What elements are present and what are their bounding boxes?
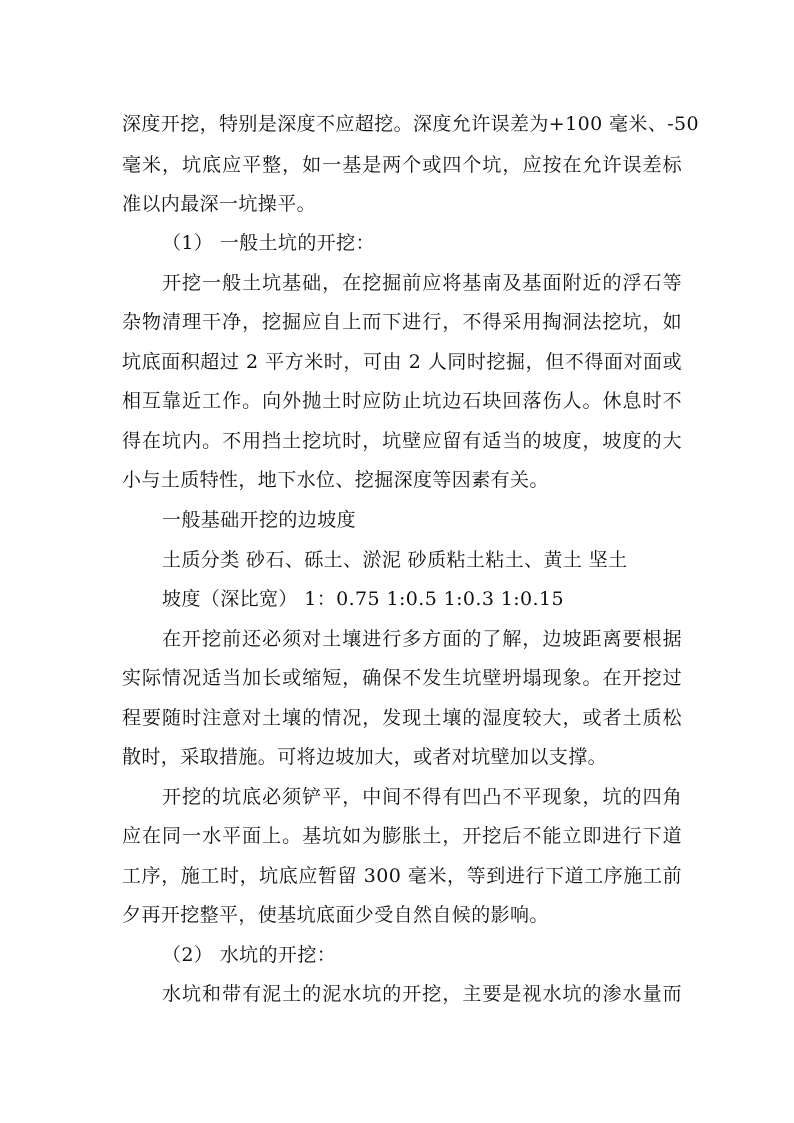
- text-line: 夕再开挖整平，使基坑底面少受自然自候的影响。: [122, 904, 549, 926]
- text-line: 开挖的坑底必须铲平，中间不得有凹凸不平现象，坑的四角: [162, 786, 682, 808]
- slope-table-header: 土质分类 砂石、砾土、淤泥 砂质粘土粘土、黄土 坚土: [162, 549, 628, 571]
- text-line: 水坑和带有泥土的泥水坑的开挖，主要是视水坑的渗水量而: [162, 983, 682, 1005]
- text-line: 杂物清理干净，挖掘应自上而下进行，不得采用掏洞法挖坑，如: [122, 311, 682, 333]
- text-line: 开挖一般土坑基础，在挖掘前应将基南及基面附近的浮石等: [162, 272, 682, 294]
- text-line: 工序，施工时，坑底应暂留 300 毫米，等到进行下道工序施工前: [122, 865, 682, 887]
- table-caption: 一般基础开挖的边坡度: [162, 509, 357, 531]
- slope-table-values: 坡度（深比宽） 1：0.75 1:0.5 1:0.3 1:0.15: [162, 588, 564, 610]
- section-heading: （1） 一般土坑的开挖：: [162, 232, 375, 254]
- text-line: 相互靠近工作。向外抛土时应防止坑边石块回落伤人。休息时不: [122, 390, 682, 412]
- text-line: 坑底面积超过 2 平方米时，可由 2 人同时挖掘，但不得面对面或: [122, 351, 682, 373]
- text-line: 准以内最深一坑操平。: [122, 193, 317, 215]
- text-line: 散时，采取措施。可将边坡加大，或者对坑壁加以支撑。: [122, 746, 608, 768]
- text-line: 程要随时注意对土壤的情况，发现土壤的湿度较大，或者土质松: [122, 707, 682, 729]
- text-line: 在开挖前还必须对土壤进行多方面的了解，边坡距离要根据: [162, 628, 682, 650]
- text-line: 小与土质特性，地下水位、挖掘深度等因素有关。: [122, 469, 549, 491]
- text-line: 得在坑内。不用挡土挖坑时，坑壁应留有适当的坡度，坡度的大: [122, 430, 682, 452]
- section-heading: （2） 水坑的开挖：: [162, 944, 337, 966]
- text-line: 实际情况适当加长或缩短，确保不发生坑壁坍塌现象。在开挖过: [122, 667, 682, 689]
- text-line: 应在同一水平面上。基坑如为膨胀土，开挖后不能立即进行下道: [122, 825, 682, 847]
- text-line: 深度开挖，特别是深度不应超挖。深度允许误差为+100 毫米、-50: [122, 113, 700, 135]
- text-line: 毫米，坑底应平整，如一基是两个或四个坑，应按在允许误差标: [122, 154, 682, 176]
